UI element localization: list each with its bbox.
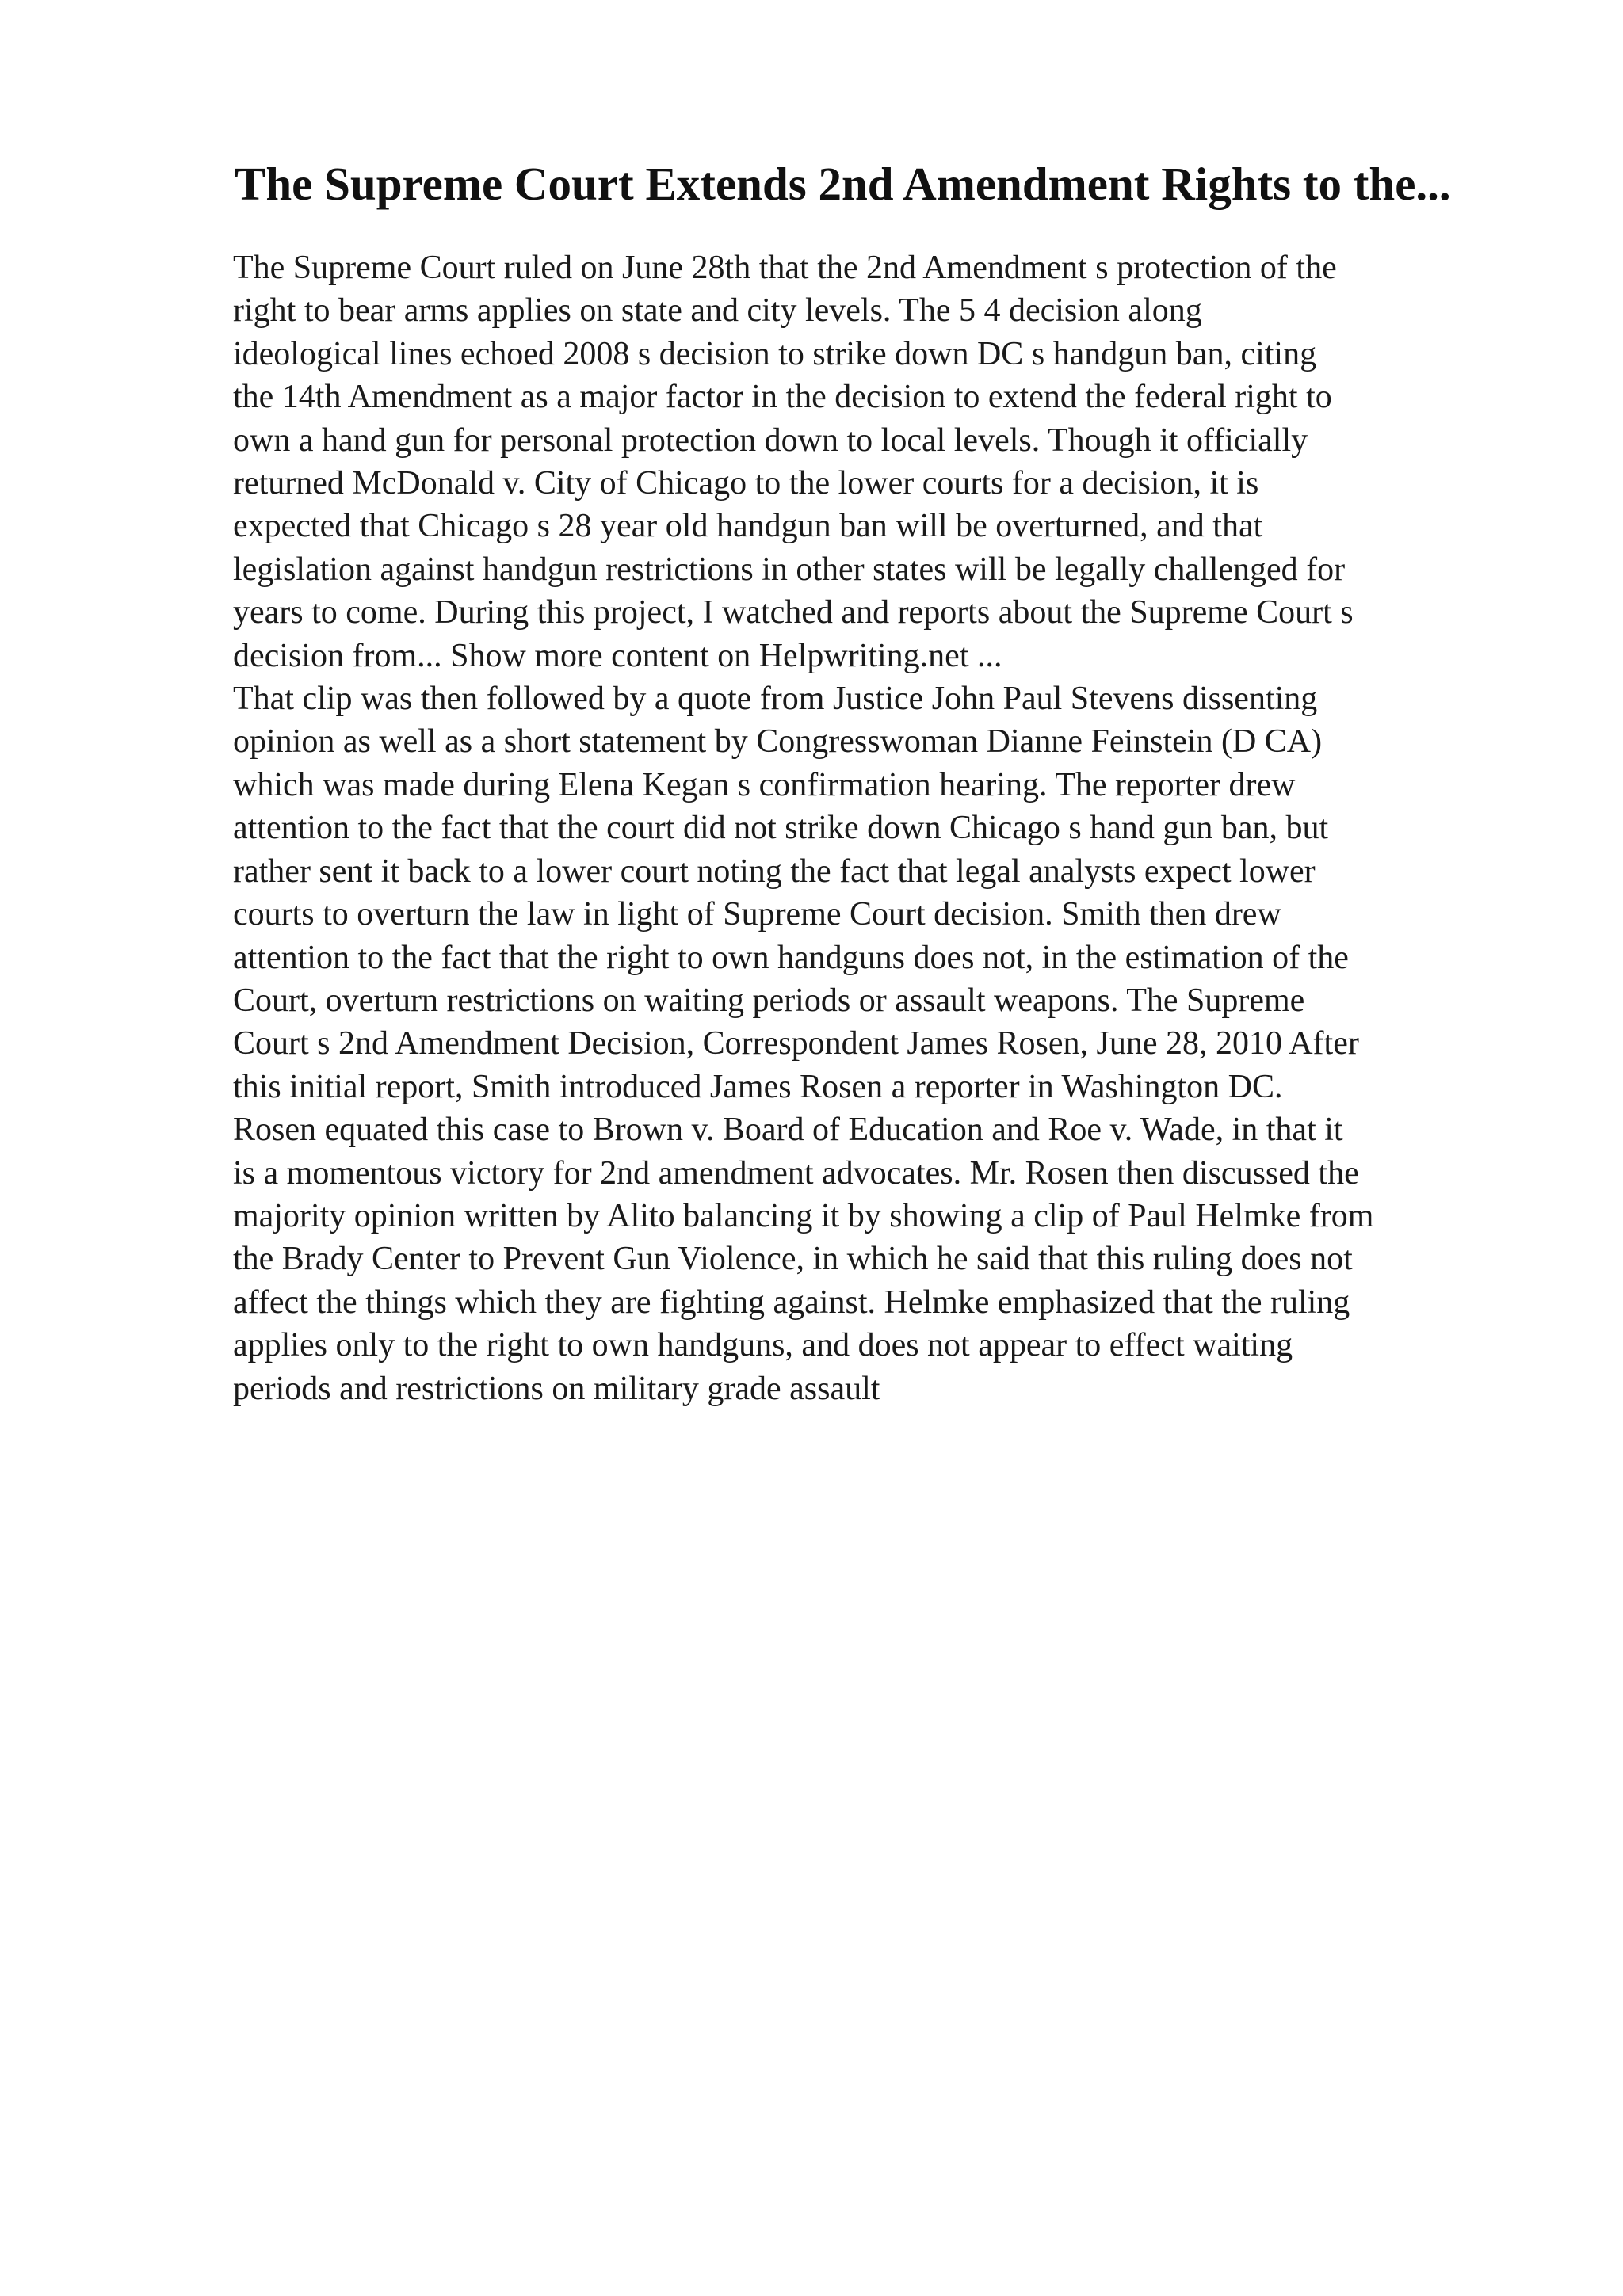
text-line: attention to the fact that the court did not strike down Chicago s hand gun ban, but: [233, 810, 1329, 847]
text-line: returned McDonald v. City of Chicago to the lower courts for a decision, it is: [233, 465, 1259, 502]
text-line: Court s 2nd Amendment Decision, Correspondent James Rosen, June 28, 2010 After: [233, 1025, 1359, 1062]
text-line: That clip was then followed by a quote from Justice John Paul Stevens dissenting: [233, 681, 1318, 718]
text-line: attention to the fact that the right to own handguns does not, in the estimation of the: [233, 939, 1349, 976]
text-line: periods and restrictions on military grade assault: [233, 1370, 880, 1407]
text-line: right to bear arms applies on state and city levels. The 5 4 decision along: [233, 292, 1202, 330]
text-line: Court, overturn restrictions on waiting periods or assault weapons. The Supreme: [233, 982, 1305, 1019]
text-line: expected that Chicago s 28 year old handgun ban will be overturned, and that: [233, 508, 1263, 545]
text-line: the 14th Amendment as a major factor in the decision to extend the federal right to: [233, 379, 1332, 416]
document-body: [233, 246, 1517, 1410]
document-title: The Supreme Court Extends 2nd Amendment Rights to the...: [235, 158, 1451, 210]
text-line: the Brady Center to Prevent Gun Violence, in which he said that this ruling does not: [233, 1241, 1353, 1278]
text-line: decision from... Show more content on Helpwriting.net ...: [233, 637, 1002, 674]
text-line: which was made during Elena Kegan s confirmation hearing. The reporter drew: [233, 766, 1296, 803]
text-line: ideological lines echoed 2008 s decision to strike down DC s handgun ban, citing: [233, 335, 1317, 372]
text-line: opinion as well as a short statement by Congresswoman Dianne Feinstein (D CA): [233, 723, 1323, 761]
paragraph-2: [233, 677, 1517, 1410]
text-line: rather sent it back to a lower court noting the fact that legal analysts expect lower: [233, 852, 1316, 890]
text-line: is a momentous victory for 2nd amendment advocates. Mr. Rosen then discussed the: [233, 1154, 1359, 1192]
text-line: years to come. During this project, I watched and reports about the Supreme Court s: [233, 594, 1354, 631]
paragraph-1: [233, 246, 1517, 677]
text-line: Rosen equated this case to Brown v. Board of Education and Roe v. Wade, in that it: [233, 1112, 1343, 1149]
text-line: legislation against handgun restrictions in other states will be legally challenged for: [233, 551, 1346, 588]
text-line: majority opinion written by Alito balancing it by showing a clip of Paul Helmke from: [233, 1197, 1374, 1234]
text-line: applies only to the right to own handguns, and does not appear to effect waiting: [233, 1327, 1293, 1364]
text-line: The Supreme Court ruled on June 28th that the 2nd Amendment s protection of the: [233, 250, 1337, 286]
text-line: this initial report, Smith introduced James Rosen a reporter in Washington DC.: [233, 1068, 1283, 1105]
text-line: own a hand gun for personal protection down to local levels. Though it officially: [233, 421, 1308, 459]
text-line: affect the things which they are fighting against. Helmke emphasized that the ruling: [233, 1283, 1350, 1321]
text-line: courts to overturn the law in light of Supreme Court decision. Smith then drew: [233, 896, 1281, 933]
